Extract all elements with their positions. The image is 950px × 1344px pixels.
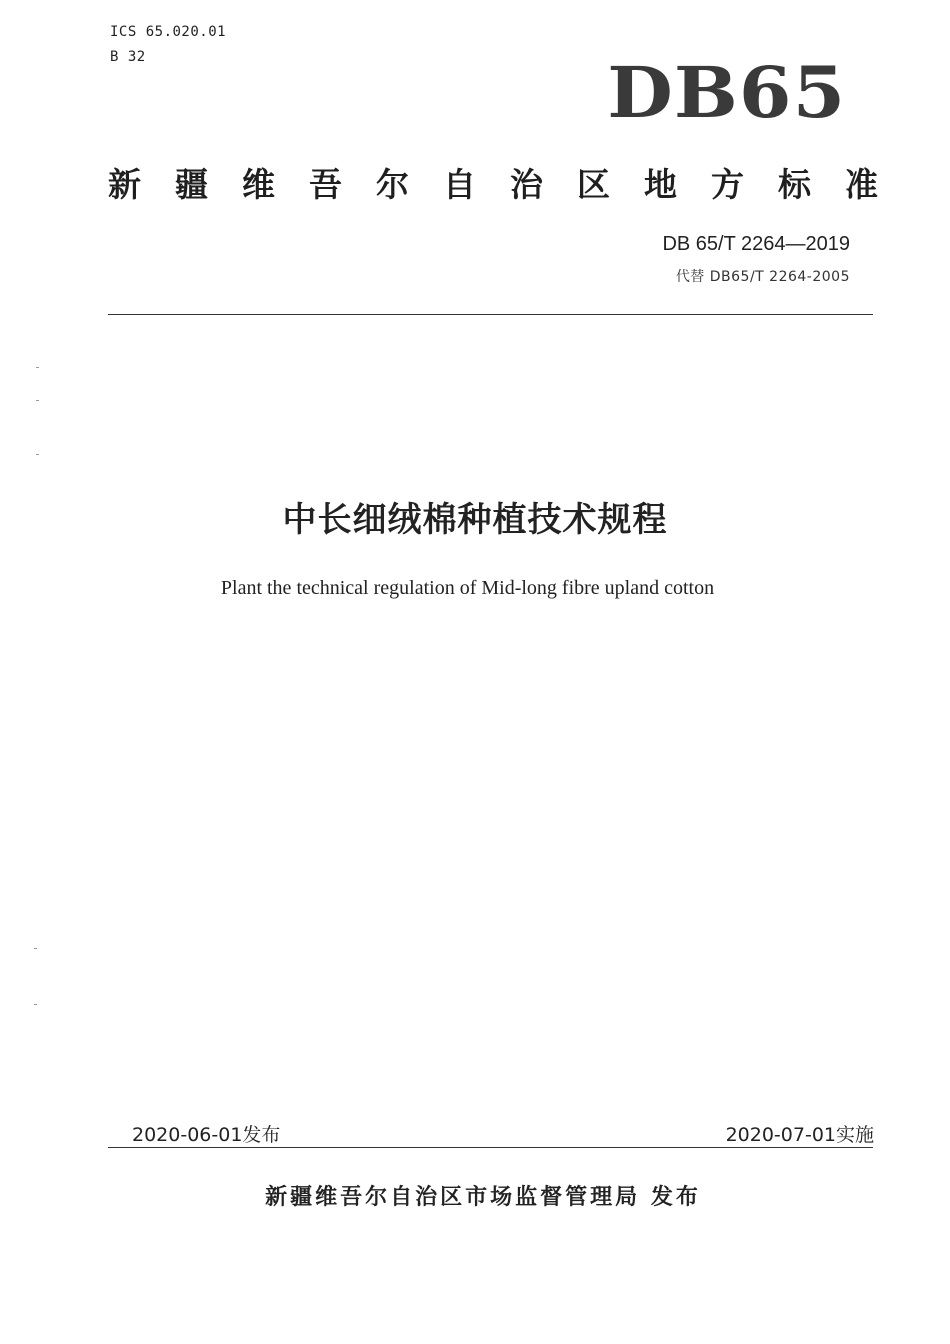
scan-mark: [36, 400, 39, 401]
scan-mark: [36, 454, 39, 455]
standard-type-char: 区: [577, 165, 610, 204]
standard-number: DB 65/T 2264—2019: [662, 233, 850, 255]
standard-type-char: 尔: [376, 165, 409, 204]
standard-type-char: 地: [644, 165, 677, 204]
title-chinese: 中长细绒棉种植技术规程: [282, 500, 668, 540]
issue-date: 2020-06-01发布: [132, 1124, 281, 1146]
classification-code: B 32: [110, 49, 146, 65]
scan-mark: [34, 948, 37, 949]
standard-type-char: 标: [778, 165, 811, 204]
title-english: Plant the technical regulation of Mid-long fibre upland cotton: [220, 577, 715, 599]
standard-type-char: 准: [845, 165, 878, 204]
ics-code: ICS 65.020.01: [110, 24, 227, 40]
standard-type-char: 维: [242, 165, 275, 204]
standard-type-char: 治: [510, 165, 543, 204]
publisher: 新疆维吾尔自治区市场监督管理局 发布: [265, 1185, 701, 1210]
top-divider: [108, 314, 873, 315]
standard-type: [108, 163, 878, 207]
standard-type-char: 吾: [309, 165, 342, 204]
db-logo: DB65: [607, 51, 846, 134]
replaces-standard: 代替 DB65/T 2264-2005: [675, 269, 850, 285]
standard-type-char: 自: [443, 165, 476, 204]
scan-mark: [36, 367, 39, 368]
scan-mark: [34, 1004, 37, 1005]
implementation-date: 2020-07-01实施: [725, 1124, 874, 1146]
standard-type-char: 方: [711, 165, 744, 204]
bottom-divider: [108, 1147, 873, 1148]
standard-type-char: 新: [108, 165, 141, 204]
standard-type-char: 疆: [175, 165, 208, 204]
